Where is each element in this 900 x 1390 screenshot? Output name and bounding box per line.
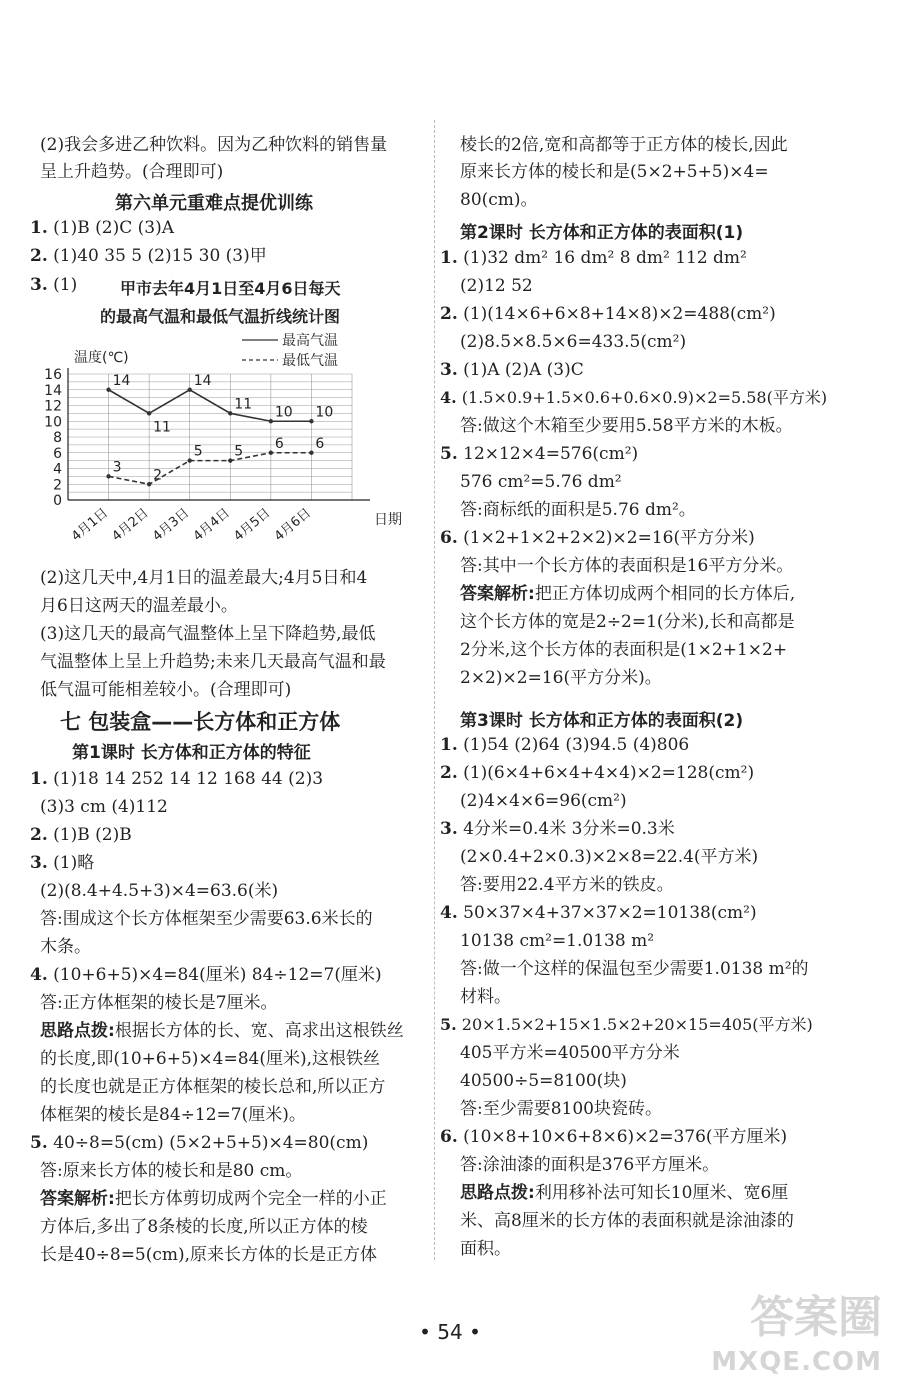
data-point (269, 419, 273, 423)
answer-line (30, 245, 267, 267)
text-line: 答:要用22.4平方米的铁皮。 (460, 875, 674, 895)
question-number: 1. (30, 218, 48, 238)
question-number: 1. (440, 735, 458, 755)
answer-text: (1)(14×6+6×8+14×8)×2=488(cm²) (463, 304, 776, 324)
hint-text: 把长方体剪切成两个完全一样的小正 (114, 1189, 387, 1209)
question-number: 6. (440, 528, 458, 548)
hint-tag: 思路点拨: (460, 1183, 535, 1203)
data-point (309, 419, 313, 423)
data-label: 10 (274, 404, 293, 421)
answer-line (30, 852, 94, 874)
y-tick-label: 0 (53, 493, 62, 509)
legend-label: 最低气温 (282, 353, 338, 369)
hint-text: 利用移补法可知长10厘米、宽6厘 (534, 1183, 789, 1203)
question-number: 2. (440, 304, 458, 324)
page-number: • 54 • (419, 1320, 481, 1344)
text-line: 10138 cm²=1.0138 m² (460, 931, 655, 951)
data-label: 5 (193, 443, 203, 460)
hint-line (40, 1188, 387, 1210)
data-label: 6 (274, 435, 284, 452)
answer-line (30, 768, 323, 790)
text-line: 答:原来长方体的棱长和是80 cm。 (40, 1161, 303, 1181)
data-point (188, 388, 192, 392)
answer-text: (10×8+10×6+8×6)×2=376(平方厘米) (463, 1127, 788, 1147)
y-tick-label: 6 (53, 445, 62, 462)
data-point (309, 451, 313, 455)
answer-line (440, 387, 827, 409)
text-line: (2)8.5×8.5×6=433.5(cm²) (460, 332, 687, 352)
text-line: 答:围成这个长方体框架至少需要63.6米长的 (40, 909, 373, 929)
answer-text: 20×1.5×2+15×1.5×2+20×15=405(平方米) (461, 1015, 813, 1034)
hint-text: 把正方体切成两个相同的长方体后, (534, 584, 796, 604)
question-number: 4. (440, 388, 457, 407)
answer-line (30, 964, 382, 986)
answer-text: (1)A (2)A (3)C (463, 360, 584, 380)
data-label: 14 (112, 372, 131, 389)
answer-line (440, 247, 747, 269)
question-number: 2. (30, 825, 48, 845)
answer-text: (1)B (2)C (3)A (53, 218, 174, 238)
answer-line (440, 443, 638, 465)
text-line: 576 cm²=5.76 dm² (460, 472, 622, 492)
hint-line (40, 1020, 404, 1042)
answer-text: (1)54 (2)64 (3)94.5 (4)806 (463, 735, 690, 755)
y-tick-label: 12 (44, 398, 62, 415)
lesson-title: 第2课时 长方体和正方体的表面积(1) (460, 223, 744, 243)
chapter-title: 七 包装盒——长方体和正方体 (60, 710, 341, 734)
question-number: 6. (440, 1127, 458, 1147)
data-label: 11 (234, 396, 253, 413)
question-number: 3. (30, 853, 48, 873)
watermark-logo (711, 1292, 882, 1384)
column-divider (434, 120, 435, 1260)
text-line: (2)(8.4+4.5+3)×4=63.6(米) (40, 881, 279, 901)
answer-text: (1)(6×4+6×4+4×4)×2=128(cm²) (463, 763, 755, 783)
answer-line (30, 824, 132, 846)
text-line: 月6日这两天的温差最小。 (40, 596, 238, 616)
y-tick-label: 16 (44, 367, 62, 383)
text-line: 的长度也就是正方体框架的棱长总和,所以正方 (40, 1077, 386, 1097)
text-line: 方体后,多出了8条棱的长度,所以正方体的棱 (40, 1217, 368, 1237)
answer-text: 50×37×4+37×37×2=10138(cm²) (463, 903, 757, 923)
x-axis-label: 日期 (374, 512, 402, 528)
text-line: 呈上升趋势。(合理即可) (40, 162, 224, 182)
text-line: 面积。 (460, 1239, 511, 1259)
answer-line (440, 818, 675, 840)
text-line: (3)这几天的最高气温整体上呈下降趋势,最低 (40, 624, 376, 644)
data-point (269, 451, 273, 455)
question-number: 4. (30, 965, 48, 985)
y-tick-label: 4 (53, 461, 62, 478)
text-line: 气温整体上呈上升趋势;未来几天最高气温和最 (40, 652, 386, 672)
chart-title: 的最高气温和最低气温折线统计图 (100, 307, 341, 326)
text-line: 答:做一个这样的保温包至少需要1.0138 m²的 (460, 959, 809, 979)
y-tick-label: 2 (53, 477, 62, 494)
text-line: 答:商标纸的面积是5.76 dm²。 (460, 500, 696, 520)
section-title: 第六单元重难点提优训练 (115, 193, 313, 214)
text-line: 答:做这个木箱至少要用5.58平方米的木板。 (460, 416, 793, 436)
legend-label: 最高气温 (282, 333, 338, 349)
chart-title: 甲市去年4月1日至4月6日每天 (120, 279, 341, 298)
text-line: 低气温可能相差较小。(合理即可) (40, 680, 292, 700)
answer-line (440, 527, 755, 549)
answer-text: (1)略 (53, 853, 95, 873)
hint-tag: 答案解析: (460, 584, 535, 604)
data-label: 10 (315, 404, 334, 421)
question-number: 5. (440, 1015, 457, 1034)
data-point (228, 458, 232, 462)
y-tick-label: 8 (53, 430, 62, 446)
answer-line (440, 303, 776, 325)
hint-tag: 答案解析: (40, 1189, 115, 1209)
question-number: 3. (30, 275, 48, 295)
text-line: (3)3 cm (4)112 (40, 797, 168, 817)
text-line: 80(cm)。 (460, 190, 538, 210)
answer-line (440, 902, 757, 924)
text-line: 答:涂油漆的面积是376平方厘米。 (460, 1155, 720, 1175)
question-number: 3. (440, 819, 458, 839)
data-point (188, 458, 192, 462)
data-label: 11 (153, 419, 171, 436)
text-line: 405平方米=40500平方分米 (460, 1043, 680, 1063)
text-line: 40500÷5=8100(块) (460, 1071, 627, 1091)
text-line: 长是40÷8=5(cm),原来长方体的长是正方体 (40, 1245, 378, 1265)
answer-text: (1)B (2)B (53, 825, 132, 845)
question-number: 5. (440, 444, 458, 464)
hint-text: 根据长方体的长、宽、高求出这根铁丝 (114, 1021, 404, 1041)
answer-text: (1)40 35 5 (2)15 30 (3)甲 (53, 246, 267, 266)
watermark-text: 答案圈 (750, 1292, 882, 1343)
x-tick-label: 4月5日 (231, 505, 274, 545)
text-line: (2)这几天中,4月1日的温差最大;4月5日和4 (40, 568, 368, 588)
text-line: 答:其中一个长方体的表面积是16平方分米。 (460, 556, 794, 576)
question-number: 2. (440, 763, 458, 783)
text-line: 2分米,这个长方体的表面积是(1×2+1×2+ (460, 640, 788, 660)
data-label: 5 (234, 443, 244, 460)
answer-line (30, 274, 77, 296)
text-line: 体框架的棱长是84÷12=7(厘米)。 (40, 1105, 306, 1125)
question-number: 3. (440, 360, 458, 380)
data-label: 14 (193, 372, 212, 389)
y-axis-label: 温度(℃) (74, 350, 129, 366)
data-point (106, 388, 110, 392)
question-number: 5. (30, 1133, 48, 1153)
answer-text: (1.5×0.9+1.5×0.6+0.6×0.9)×2=5.58(平方米) (461, 388, 828, 407)
y-tick-label: 14 (44, 382, 62, 399)
answer-text: (1) (53, 275, 78, 295)
data-label: 2 (153, 467, 163, 484)
text-line: 棱长的2倍,宽和高都等于正方体的棱长,因此 (460, 135, 788, 155)
data-point (147, 411, 151, 415)
answer-line (440, 1014, 813, 1036)
answer-text: 4分米=0.4米 3分米=0.3米 (463, 819, 675, 839)
answer-line (440, 762, 754, 784)
hint-line (460, 1182, 788, 1204)
answer-line (30, 217, 174, 239)
answer-text: (1)32 dm² 16 dm² 8 dm² 112 dm² (463, 248, 747, 268)
question-number: 1. (440, 248, 458, 268)
data-point (228, 411, 232, 415)
text-line: 答:正方体框架的棱长是7厘米。 (40, 993, 278, 1013)
text-line: (2)12 52 (460, 276, 533, 296)
x-tick-label: 4月4日 (190, 505, 233, 545)
text-line: (2)我会多进乙种饮料。因为乙种饮料的销售量 (40, 135, 388, 155)
answer-line (440, 1126, 787, 1148)
answer-text: (1)18 14 252 14 12 168 44 (2)3 (53, 769, 324, 789)
answer-line (30, 1132, 368, 1154)
watermark-url: MXQE.COM (711, 1347, 882, 1377)
data-label: 6 (315, 435, 325, 452)
lesson-title: 第3课时 长方体和正方体的表面积(2) (460, 711, 744, 731)
data-label: 3 (112, 459, 122, 476)
lesson-title: 第1课时 长方体和正方体的特征 (72, 743, 311, 763)
x-tick-label: 4月6日 (271, 505, 314, 545)
temperature-line-chart (30, 322, 430, 567)
text-line: (2)4×4×6=96(cm²) (460, 791, 627, 811)
text-line: 这个长方体的宽是2÷2=1(分米),长和高都是 (460, 612, 795, 632)
hint-tag: 思路点拨: (40, 1021, 115, 1041)
data-point (147, 482, 151, 486)
answer-text: (10+6+5)×4=84(厘米) 84÷12=7(厘米) (53, 965, 382, 985)
text-line: 材料。 (460, 987, 511, 1007)
x-tick-label: 4月2日 (109, 505, 152, 545)
hint-line (460, 583, 795, 605)
x-tick-label: 4月1日 (68, 505, 112, 545)
text-line: (2×0.4+2×0.3)×2×8=22.4(平方米) (460, 847, 759, 867)
x-tick-label: 4月3日 (150, 505, 193, 545)
question-number: 4. (440, 903, 458, 923)
question-number: 1. (30, 769, 48, 789)
answer-line (440, 734, 689, 756)
text-line: 米、高8厘米的长方体的表面积就是涂油漆的 (460, 1211, 794, 1231)
question-number: 2. (30, 246, 48, 266)
y-tick-label: 10 (44, 414, 62, 431)
answer-text: (1×2+1×2+2×2)×2=16(平方分米) (463, 528, 755, 548)
answer-line (440, 359, 584, 381)
answer-text: 40÷8=5(cm) (5×2+5+5)×4=80(cm) (53, 1133, 369, 1153)
answer-text: 12×12×4=576(cm²) (463, 444, 639, 464)
data-point (106, 474, 110, 478)
text-line: 木条。 (40, 937, 91, 957)
text-line: 的长度,即(10+6+5)×4=84(厘米),这根铁丝 (40, 1049, 381, 1069)
text-line: 2×2)×2=16(平方分米)。 (460, 668, 662, 688)
text-line: 原来长方体的棱长和是(5×2+5+5)×4= (460, 162, 769, 182)
text-line: 答:至少需要8100块瓷砖。 (460, 1099, 662, 1119)
